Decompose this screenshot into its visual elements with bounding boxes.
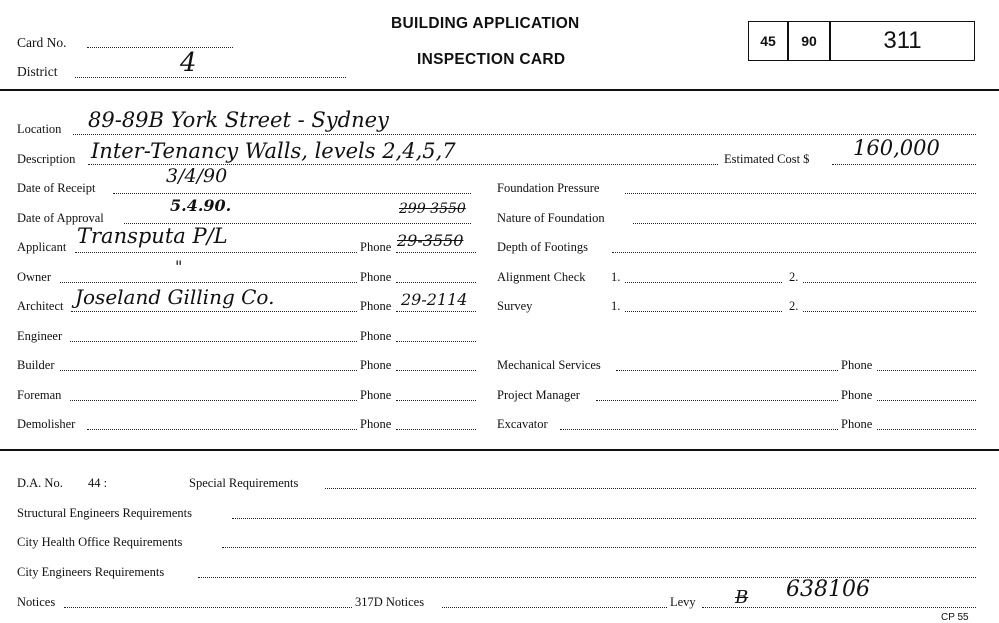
city-engineers-label: City Engineers Requirements [17,565,165,579]
survey-field-2[interactable] [803,311,976,312]
foreman-phone-label: Phone [360,388,392,402]
survey-field-1[interactable] [625,311,782,312]
location-field[interactable] [73,134,976,135]
architect-phone-value: 29-2114 [401,290,468,309]
date-approval-label: Date of Approval [17,211,104,225]
mechanical-label: Mechanical Services [497,358,601,372]
special-requirements-label: Special Requirements [189,476,299,490]
excavator-field[interactable] [560,429,838,430]
survey-num-1: 1. [611,299,621,313]
nature-foundation-label: Nature of Foundation [497,211,605,225]
applicant-value: Transputa P/L [77,224,228,248]
card-no-field[interactable] [87,47,233,48]
location-value: 89-89B York Street - Sydney [88,108,389,132]
excavator-label: Excavator [497,417,548,431]
health-field[interactable] [222,547,976,548]
foreman-phone-field[interactable] [396,400,476,401]
depth-footings-label: Depth of Footings [497,240,588,254]
applicant-phone-field[interactable] [396,252,476,253]
foundation-pressure-field[interactable] [625,193,976,194]
builder-phone-field[interactable] [396,370,476,371]
structural-label: Structural Engineers Requirements [17,506,192,520]
district-label: District [17,64,58,79]
applicant-phone-label: Phone [360,240,392,254]
architect-value: Joseland Gilling Co. [75,285,275,309]
architect-phone-field[interactable] [396,311,476,312]
alignment-field-2[interactable] [803,282,976,283]
date-approval-value: 5.4.90. [170,196,232,215]
demolisher-phone-field[interactable] [396,429,476,430]
form-code: CP 55 [941,612,969,623]
owner-label: Owner [17,270,52,284]
builder-field[interactable] [60,370,357,371]
applicant-field[interactable] [75,252,357,253]
architect-field[interactable] [71,311,357,312]
engineer-label: Engineer [17,329,63,343]
mechanical-phone-field[interactable] [877,370,976,371]
district-field[interactable] [75,77,346,78]
da-no-value: 44 : [88,476,108,490]
foreman-label: Foreman [17,388,62,402]
section-rule [0,449,999,451]
date-receipt-value: 3/4/90 [166,165,228,187]
card-number-box: 311 [830,21,975,61]
applicant-label: Applicant [17,240,67,254]
code-box-1: 45 [748,21,788,61]
description-value: Inter-Tenancy Walls, levels 2,4,5,7 [91,139,456,163]
da-no-label: D.A. No. [17,476,63,490]
district-value: 4 [180,48,197,78]
alignment-check-label: Alignment Check [497,270,586,284]
estimated-cost-field[interactable] [832,164,976,165]
demolisher-field[interactable] [87,429,357,430]
demolisher-label: Demolisher [17,417,76,431]
estimated-cost-value: 160,000 [853,136,940,160]
title-line2: INSPECTION CARD [417,51,566,68]
levy-struck-value: B [735,587,749,608]
builder-phone-label: Phone [360,358,392,372]
header-rule [0,89,999,91]
code-box-2: 90 [788,21,830,61]
health-label: City Health Office Requirements [17,535,183,549]
description-label: Description [17,152,76,166]
alignment-num-1: 1. [611,270,621,284]
notices-317d-field[interactable] [442,607,667,608]
survey-label: Survey [497,299,533,313]
survey-num-2: 2. [789,299,799,313]
architect-label: Architect [17,299,64,313]
foundation-pressure-label: Foundation Pressure [497,181,600,195]
depth-footings-field[interactable] [612,252,976,253]
card-no-label: Card No. [17,35,67,50]
levy-label: Levy [670,595,696,609]
project-manager-field[interactable] [596,400,838,401]
notices-317d-label: 317D Notices [355,595,425,609]
demolisher-phone-label: Phone [360,417,392,431]
structural-field[interactable] [232,518,976,519]
engineer-phone-label: Phone [360,329,392,343]
project-manager-label: Project Manager [497,388,580,402]
engineer-field[interactable] [70,341,357,342]
excavator-phone-label: Phone [841,417,873,431]
date-receipt-label: Date of Receipt [17,181,96,195]
alignment-num-2: 2. [789,270,799,284]
date-receipt-field[interactable] [113,193,471,194]
project-manager-phone-field[interactable] [877,400,976,401]
mechanical-field[interactable] [616,370,838,371]
excavator-phone-field[interactable] [877,429,976,430]
nature-foundation-field[interactable] [633,223,976,224]
owner-field[interactable] [60,282,357,283]
notices-field[interactable] [64,607,352,608]
notices-label: Notices [17,595,56,609]
mechanical-phone-label: Phone [841,358,873,372]
owner-value: " [175,257,183,276]
special-requirements-field[interactable] [325,488,976,489]
engineer-phone-field[interactable] [396,341,476,342]
levy-value: 638106 [786,577,870,602]
builder-label: Builder [17,358,55,372]
applicant-phone-new: 299 3550 [399,201,466,217]
applicant-phone-old: 29-3550 [397,231,464,250]
foreman-field[interactable] [70,400,357,401]
architect-phone-label: Phone [360,299,392,313]
project-manager-phone-label: Phone [841,388,873,402]
estimated-cost-label: Estimated Cost $ [724,152,810,166]
owner-phone-label: Phone [360,270,392,284]
owner-phone-field[interactable] [396,282,476,283]
alignment-field-1[interactable] [625,282,782,283]
title-line1: BUILDING APPLICATION [391,15,580,32]
location-label: Location [17,122,62,136]
